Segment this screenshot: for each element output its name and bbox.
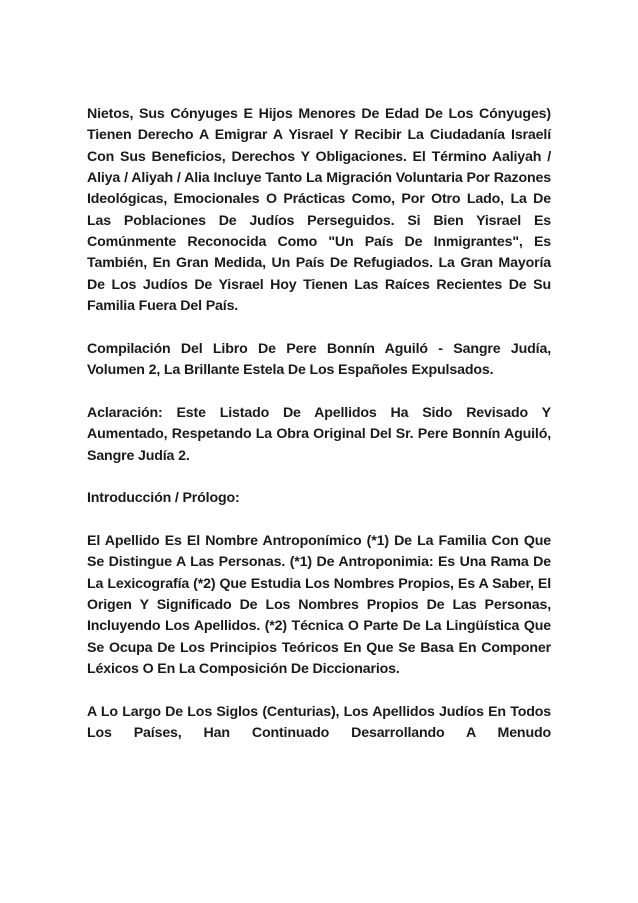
document-page bbox=[87, 104, 551, 744]
paragraph-clarification: Aclaración: Este Listado De Apellidos Ha Sido Revisado Y Aumentado, Respetando La Obra Original Del Sr. Pere Bonnín Aguiló, Sangre Judía 2. bbox=[87, 404, 551, 464]
paragraph-surname-definition: El Apellido Es El Nombre Antroponímico (*1) De La Familia Con Que Se Distingue A Las Personas. (*1) De Antroponimia: Es Una Rama De La Lexicografía (*2) Que Estudia Los Nombres Propios, Es A Saber, El Origen Y Significado De Los Nombres Propios De Las Personas, Incluyendo Los Apellidos. (*2) Técnica O Parte De La Lingüística Que Se Ocupa De Los Principios Teóricos En Que Se Basa En Componer Léxicos O En La Composición De Diccionarios. bbox=[87, 532, 551, 677]
paragraph-compilation: Compilación Del Libro De Pere Bonnín Aguiló - Sangre Judía, Volumen 2, La Brillante Estela De Los Españoles Expulsados. bbox=[87, 340, 551, 379]
paragraph-centuries: A Lo Largo De Los Siglos (Centurias), Los Apellidos Judíos En Todos Los Países, Han Continuado Desarrollando A Menudo bbox=[87, 703, 551, 741]
section-heading-introduction: Introducción / Prólogo: bbox=[87, 490, 240, 507]
paragraph-aliyah: Nietos, Sus Cónyuges E Hijos Menores De Edad De Los Cónyuges) Tienen Derecho A Emigrar A Yisrael Y Recibir La Ciudadanía Israelí Con Sus Beneficios, Derechos Y Obligaciones. El Término Aaliyah / Aliya / Aliyah / Alia Incluye Tanto La Migración Voluntaria Por Razones Ideológicas, Emocionales O Prácticas Como, Por Otro Lado, La De Las Poblaciones De Judíos Perseguidos. Si Bien Yisrael Es Comúnmente Reconocida Como "Un País De Inmigrantes", Es También, En Gran Medida, Un País De Refugiados. La Gran Mayoría De Los Judíos De Yisrael Hoy Tienen Las Raíces Recientes De Su Familia Fuera Del País. bbox=[87, 106, 551, 315]
